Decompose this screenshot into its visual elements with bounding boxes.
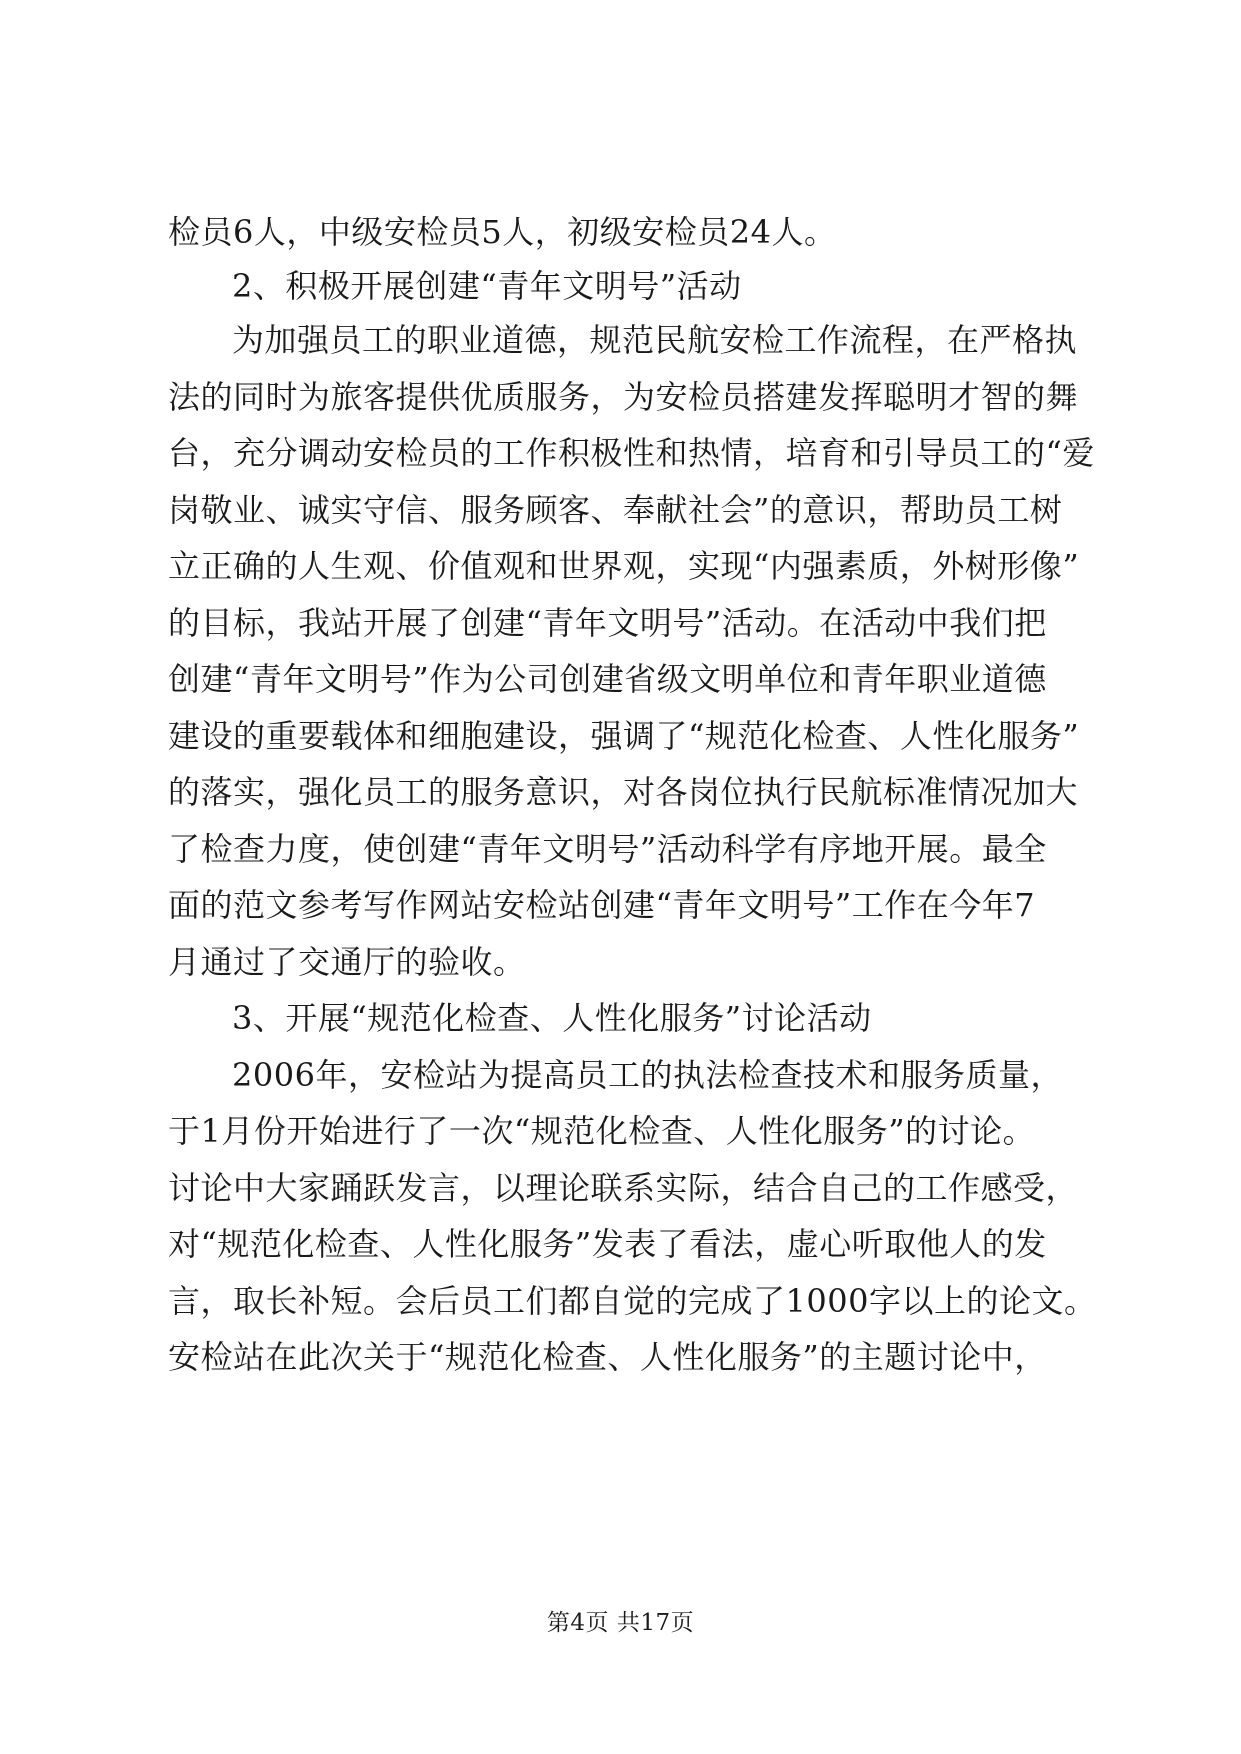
- text-line: 检员6人，中级安检员5人，初级安检员24人。: [168, 213, 837, 251]
- text-line: 创建“青年文明号”作为公司创建省级文明单位和青年职业道德: [168, 660, 1047, 698]
- text-line: 月通过了交通厅的验收。: [168, 943, 526, 981]
- page-number-footer: 第4页 共17页: [546, 1610, 695, 1636]
- text-line: 于1月份开始进行了一次“规范化检查、人性化服务”的讨论。: [168, 1112, 1036, 1150]
- text-line: 的落实，强化员工的服务意识，对各岗位执行民航标准情况加大: [168, 773, 1079, 811]
- text-line: 立正确的人生观、价值观和世界观，实现“内强素质，外树形像”: [168, 547, 1080, 585]
- text-line: 言，取长补短。会后员工们都自觉的完成了1000字以上的论文。: [168, 1282, 1097, 1320]
- text-line: 对“规范化检查、人性化服务”发表了看法，虚心听取他人的发: [168, 1225, 1047, 1263]
- text-line: 法的同时为旅客提供优质服务，为安检员搭建发挥聪明才智的舞: [168, 378, 1079, 416]
- text-line: 安检站在此次关于“规范化检查、人性化服务”的主题讨论中，: [168, 1338, 1047, 1376]
- text-line: 面的范文参考写作网站安检站创建“青年文明号”工作在今年7: [168, 886, 1036, 924]
- text-line: 讨论中大家踊跃发言，以理论联系实际，结合自己的工作感受，: [168, 1169, 1079, 1207]
- section-heading: 3、开展“规范化检查、人性化服务”讨论活动: [232, 999, 872, 1037]
- text-line: 为加强员工的职业道德，规范民航安检工作流程，在严格执: [232, 321, 1078, 359]
- text-line: 岗敬业、诚实守信、服务顾客、奉献社会”的意识，帮助员工树: [168, 491, 1063, 529]
- text-line: 建设的重要载体和细胞建设，强调了“规范化检查、人性化服务”: [168, 717, 1080, 755]
- text-line: 了检查力度，使创建“青年文明号”活动科学有序地开展。最全: [168, 830, 1047, 868]
- text-line: 2006年，安检站为提高员工的执法检查技术和服务质量，: [232, 1056, 1063, 1094]
- section-heading: 2、积极开展创建“青年文明号”活动: [232, 267, 742, 305]
- text-line: 的目标，我站开展了创建“青年文明号”活动。在活动中我们把: [168, 604, 1047, 642]
- text-line: 台，充分调动安检员的工作积极性和热情，培育和引导员工的“爱: [168, 434, 1095, 472]
